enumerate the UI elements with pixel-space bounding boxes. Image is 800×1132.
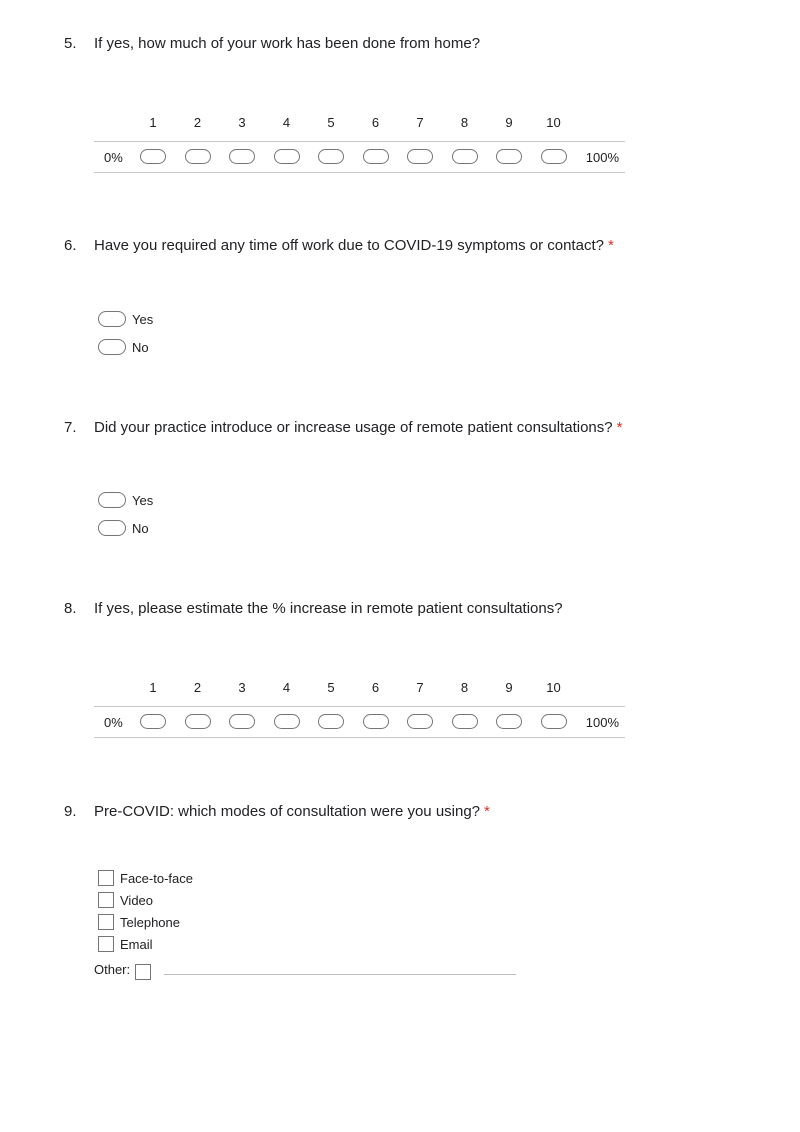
question-7-title: [64, 419, 622, 436]
option-label: No: [132, 339, 149, 355]
scale-radio-8[interactable]: [452, 714, 478, 729]
scale-radio-5[interactable]: [318, 714, 344, 729]
scale-number: 7: [416, 115, 424, 130]
scale-number: 9: [505, 115, 513, 130]
scale-number: 4: [282, 115, 291, 130]
scale-number: 5: [327, 680, 335, 695]
scale-radio-7[interactable]: [407, 714, 433, 729]
checkbox[interactable]: [98, 870, 114, 886]
scale-radio-4[interactable]: [274, 149, 300, 164]
checkbox-option-face-to-face[interactable]: [98, 869, 193, 887]
scale-number: 9: [505, 680, 513, 695]
scale-radio-6[interactable]: [363, 149, 389, 164]
scale-number: 2: [193, 115, 202, 130]
scale-radio-9[interactable]: [496, 149, 522, 164]
question-6-title: [64, 237, 614, 254]
scale-number: 1: [149, 680, 157, 695]
scale-numbers: [94, 115, 625, 135]
radio-button[interactable]: [98, 492, 126, 508]
scale-row: [94, 141, 625, 173]
scale-number: 6: [371, 115, 380, 130]
question-text: Pre-COVID: which modes of consultation were you using?: [94, 803, 481, 820]
scale-max-label: 100%: [585, 150, 619, 165]
scale-radio-2[interactable]: [185, 149, 211, 164]
option-label: Email: [120, 936, 153, 952]
scale-radio-3[interactable]: [229, 149, 255, 164]
scale-radio-10[interactable]: [541, 149, 567, 164]
question-number: 5.: [64, 35, 77, 52]
question-8-title: [64, 600, 563, 617]
scale-radio-7[interactable]: [407, 149, 433, 164]
checkbox[interactable]: [98, 936, 114, 952]
radio-option-no[interactable]: [98, 338, 149, 356]
checkbox[interactable]: [98, 914, 114, 930]
scale-max-label: 100%: [585, 715, 619, 730]
scale-row: [94, 706, 625, 738]
radio-button[interactable]: [98, 339, 126, 355]
required-asterisk: *: [616, 419, 623, 436]
radio-option-yes[interactable]: [98, 491, 153, 509]
option-label: Yes: [132, 311, 154, 327]
checkbox-option-telephone[interactable]: [98, 913, 180, 931]
scale-number: 7: [416, 680, 424, 695]
checkbox[interactable]: [135, 964, 151, 980]
scale-radio-3[interactable]: [229, 714, 255, 729]
option-label: No: [132, 520, 149, 536]
question-5-title: [64, 35, 480, 52]
scale-number: 8: [460, 115, 469, 130]
linear-scale-q8: [94, 680, 625, 730]
scale-number: 3: [238, 115, 246, 130]
scale-number: 1: [149, 115, 157, 130]
scale-radio-10[interactable]: [541, 714, 567, 729]
scale-min-label: 0%: [104, 150, 123, 165]
scale-radio-4[interactable]: [274, 714, 300, 729]
required-asterisk: *: [607, 237, 614, 254]
scale-radio-1[interactable]: [140, 149, 166, 164]
checkbox-option-email[interactable]: [98, 935, 153, 953]
checkbox-option-other[interactable]: [94, 960, 151, 978]
checkbox-option-video[interactable]: [98, 891, 153, 909]
other-label: Other:: [94, 961, 131, 977]
required-asterisk: *: [484, 803, 490, 820]
scale-number: 3: [238, 680, 246, 695]
scale-number: 8: [460, 680, 469, 695]
question-text: Did your practice introduce or increase usage of remote patient consultations?: [94, 419, 613, 436]
scale-number: 2: [193, 680, 202, 695]
scale-radio-2[interactable]: [185, 714, 211, 729]
scale-number: 6: [371, 680, 380, 695]
option-label: Yes: [132, 492, 154, 508]
option-label: Face-to-face: [120, 870, 193, 886]
question-9-title: [64, 803, 490, 820]
question-number: 7.: [64, 419, 77, 436]
question-number: 9.: [64, 803, 77, 820]
linear-scale-q5: [94, 115, 625, 165]
scale-min-label: 0%: [104, 715, 123, 730]
radio-option-no[interactable]: [98, 519, 149, 537]
scale-radio-6[interactable]: [363, 714, 389, 729]
radio-button[interactable]: [98, 520, 126, 536]
question-number: 8.: [64, 600, 77, 617]
scale-number: 10: [546, 115, 561, 130]
scale-radio-8[interactable]: [452, 149, 478, 164]
option-label: Video: [120, 892, 154, 908]
checkbox[interactable]: [98, 892, 114, 908]
scale-radio-5[interactable]: [318, 149, 344, 164]
radio-button[interactable]: [98, 311, 126, 327]
question-text: If yes, please estimate the % increase in remote patient consultations?: [94, 600, 563, 617]
scale-radio-1[interactable]: [140, 714, 166, 729]
scale-number: 10: [546, 680, 561, 695]
scale-numbers: [94, 680, 625, 700]
option-label: Telephone: [120, 914, 180, 930]
question-text: Have you required any time off work due to COVID-19 symptoms or contact?: [94, 237, 604, 254]
radio-option-yes[interactable]: [98, 310, 153, 328]
other-text-input[interactable]: [164, 974, 516, 975]
question-text: If yes, how much of your work has been done from home?: [94, 35, 481, 52]
scale-number: 4: [282, 680, 291, 695]
scale-radio-9[interactable]: [496, 714, 522, 729]
scale-number: 5: [327, 115, 335, 130]
question-number: 6.: [64, 237, 77, 254]
